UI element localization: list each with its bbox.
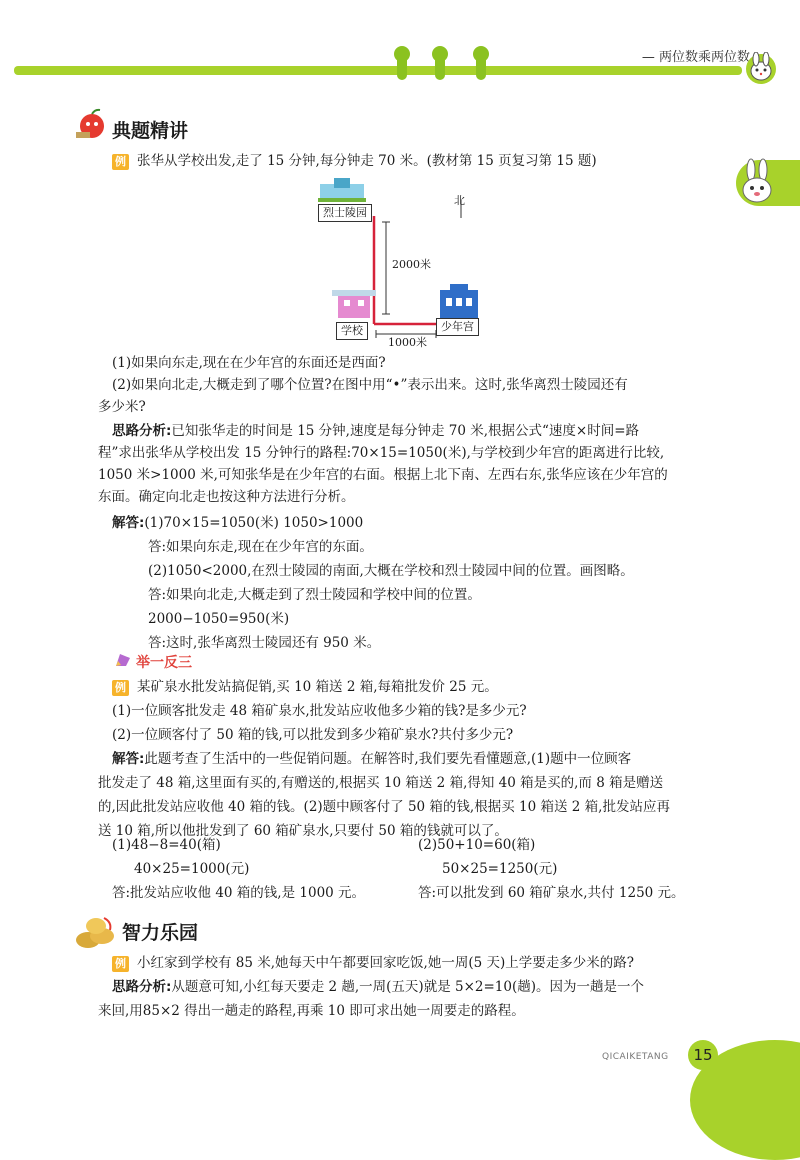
question-2-cont: 多少米? bbox=[98, 399, 146, 415]
calc-left-2: 40×25=1000(元) bbox=[134, 861, 250, 877]
section-title-dianti: 典题精讲 bbox=[112, 120, 189, 142]
practice-answer-line: 的,因此批发站应收他 40 箱的钱。(2)题中顾客付了 50 箱的钱,根据买 10 箱送 2 箱,批发站应再 bbox=[98, 799, 670, 815]
binder-ring-icon bbox=[435, 48, 445, 80]
page-number: 15 bbox=[688, 1040, 718, 1070]
analysis-line: 程”求出张华从学校出发 15 分钟行的路程:70×15=1050(米),与学校到少年宫的距离进行比较, bbox=[98, 445, 665, 461]
practice-question-1: (1)一位顾客批发走 48 箱矿泉水,批发站应收他多少箱的钱?是多少元? bbox=[112, 703, 527, 719]
pencil-icon bbox=[114, 652, 132, 668]
header-bar bbox=[14, 66, 742, 75]
question-2: (2)如果向北走,大概走到了哪个位置?在图中用“•”表示出来。这时,张华离烈士陵园还有 bbox=[112, 377, 628, 393]
analysis-label: 思路分析: bbox=[112, 423, 172, 439]
park-icon bbox=[318, 178, 366, 202]
example-badge: 例 bbox=[112, 154, 129, 170]
park-label: 烈士陵园 bbox=[318, 204, 372, 222]
practice-answer-line: 送 10 箱,所以他批发到了 60 箱矿泉水,只要付 50 箱的钱就可以了。 bbox=[98, 823, 508, 839]
calc-left-3: 答:批发站应收他 40 箱的钱,是 1000 元。 bbox=[112, 885, 366, 901]
puzzle-badge: 例 bbox=[112, 956, 129, 972]
practice-question-2: (2)一位顾客付了 50 箱的钱,可以批发到多少箱矿泉水?共付多少元? bbox=[112, 727, 514, 743]
answer-line: 答:如果向北走,大概走到了烈士陵园和学校中间的位置。 bbox=[148, 587, 481, 603]
school-building-icon bbox=[332, 290, 376, 318]
palace-label: 少年宫 bbox=[436, 318, 479, 336]
answer-line: 答:这时,张华离烈士陵园还有 950 米。 bbox=[148, 635, 381, 651]
answer-label: 解答: bbox=[112, 515, 145, 531]
answer-line: (2)1050<2000,在烈士陵园的南面,大概在学校和烈士陵园中间的位置。画图略。 bbox=[148, 563, 634, 579]
calc-right-3: 答:可以批发到 60 箱矿泉水,共付 1250 元。 bbox=[418, 885, 685, 901]
binder-ring-icon bbox=[397, 48, 407, 80]
puzzle-analysis-line: 思路分析:从题意可知,小红每天要走 2 趟,一周(五天)就是 5×2=10(趟)。因为一趟是一个 bbox=[112, 979, 644, 995]
practice-answer-label: 解答: bbox=[112, 751, 145, 767]
practice-statement: 例 某矿泉水批发站搞促销,买 10 箱送 2 箱,每箱批发价 25 元。 bbox=[112, 676, 498, 698]
youth-palace-icon bbox=[440, 284, 478, 318]
practice-title: 举一反三 bbox=[136, 655, 192, 671]
analysis-line: 思路分析:已知张华走的时间是 15 分钟,速度是每分钟走 70 米,根据公式“速度×时间=路 bbox=[112, 423, 640, 439]
practice-answer-line: 解答:此题考查了生活中的一些促销问题。在解答时,我们要先看懂题意,(1)题中一位顾客 bbox=[112, 751, 632, 767]
practice-badge: 例 bbox=[112, 680, 129, 696]
distance-horizontal-label: 1000米 bbox=[388, 336, 427, 349]
binder-ring-icon bbox=[476, 48, 486, 80]
mascot-rabbit-icon bbox=[744, 52, 778, 86]
distance-vertical-label: 2000米 bbox=[392, 258, 431, 271]
unit-title: — 两位数乘两位数 bbox=[641, 50, 750, 65]
north-label: 北 bbox=[454, 194, 465, 207]
calc-right-1: (2)50+10=60(箱) bbox=[418, 837, 536, 853]
puzzle-statement: 例 小红家到学校有 85 米,她每天中午都要回家吃饭,她一周(5 天)上学要走多少米的路? bbox=[112, 952, 634, 974]
puzzle-analysis-line: 来回,用85×2 得出一趟走的路程,再乘 10 即可求出她一周要走的路程。 bbox=[98, 1003, 525, 1019]
calc-left-1: (1)48−8=40(箱) bbox=[112, 837, 221, 853]
answer-line: 答:如果向东走,现在在少年宫的东面。 bbox=[148, 539, 373, 555]
coins-mascot-icon bbox=[74, 916, 118, 950]
analysis-line: 1050 米>1000 米,可知张华是在少年宫的右面。根据上北下南、左西右东,张华应该在少年宫的 bbox=[98, 467, 668, 483]
practice-answer-line: 批发走了 48 箱,这里面有买的,有赠送的,根据买 10 箱送 2 箱,得知 40 箱是买的,而 8 箱是赠送 bbox=[98, 775, 664, 791]
rabbit-icon bbox=[736, 158, 778, 206]
section-title-zhili: 智力乐园 bbox=[122, 922, 199, 944]
answer-line: 2000−1050=950(米) bbox=[148, 611, 290, 627]
answer-line: 解答:(1)70×15=1050(米) 1050>1000 bbox=[112, 515, 364, 531]
puzzle-analysis-label: 思路分析: bbox=[112, 979, 172, 995]
school-label: 学校 bbox=[336, 322, 368, 340]
example-statement: 例 张华从学校出发,走了 15 分钟,每分钟走 70 米。(教材第 15 页复习第 15 题) bbox=[112, 150, 597, 172]
apple-mascot-icon bbox=[74, 108, 108, 140]
question-1: (1)如果向东走,现在在少年宫的东面还是西面? bbox=[112, 355, 386, 371]
analysis-line: 东面。确定向北走也按这种方法进行分析。 bbox=[98, 489, 355, 505]
footer-brand: QICAIKETANG bbox=[602, 1052, 669, 1062]
calc-right-2: 50×25=1250(元) bbox=[442, 861, 558, 877]
